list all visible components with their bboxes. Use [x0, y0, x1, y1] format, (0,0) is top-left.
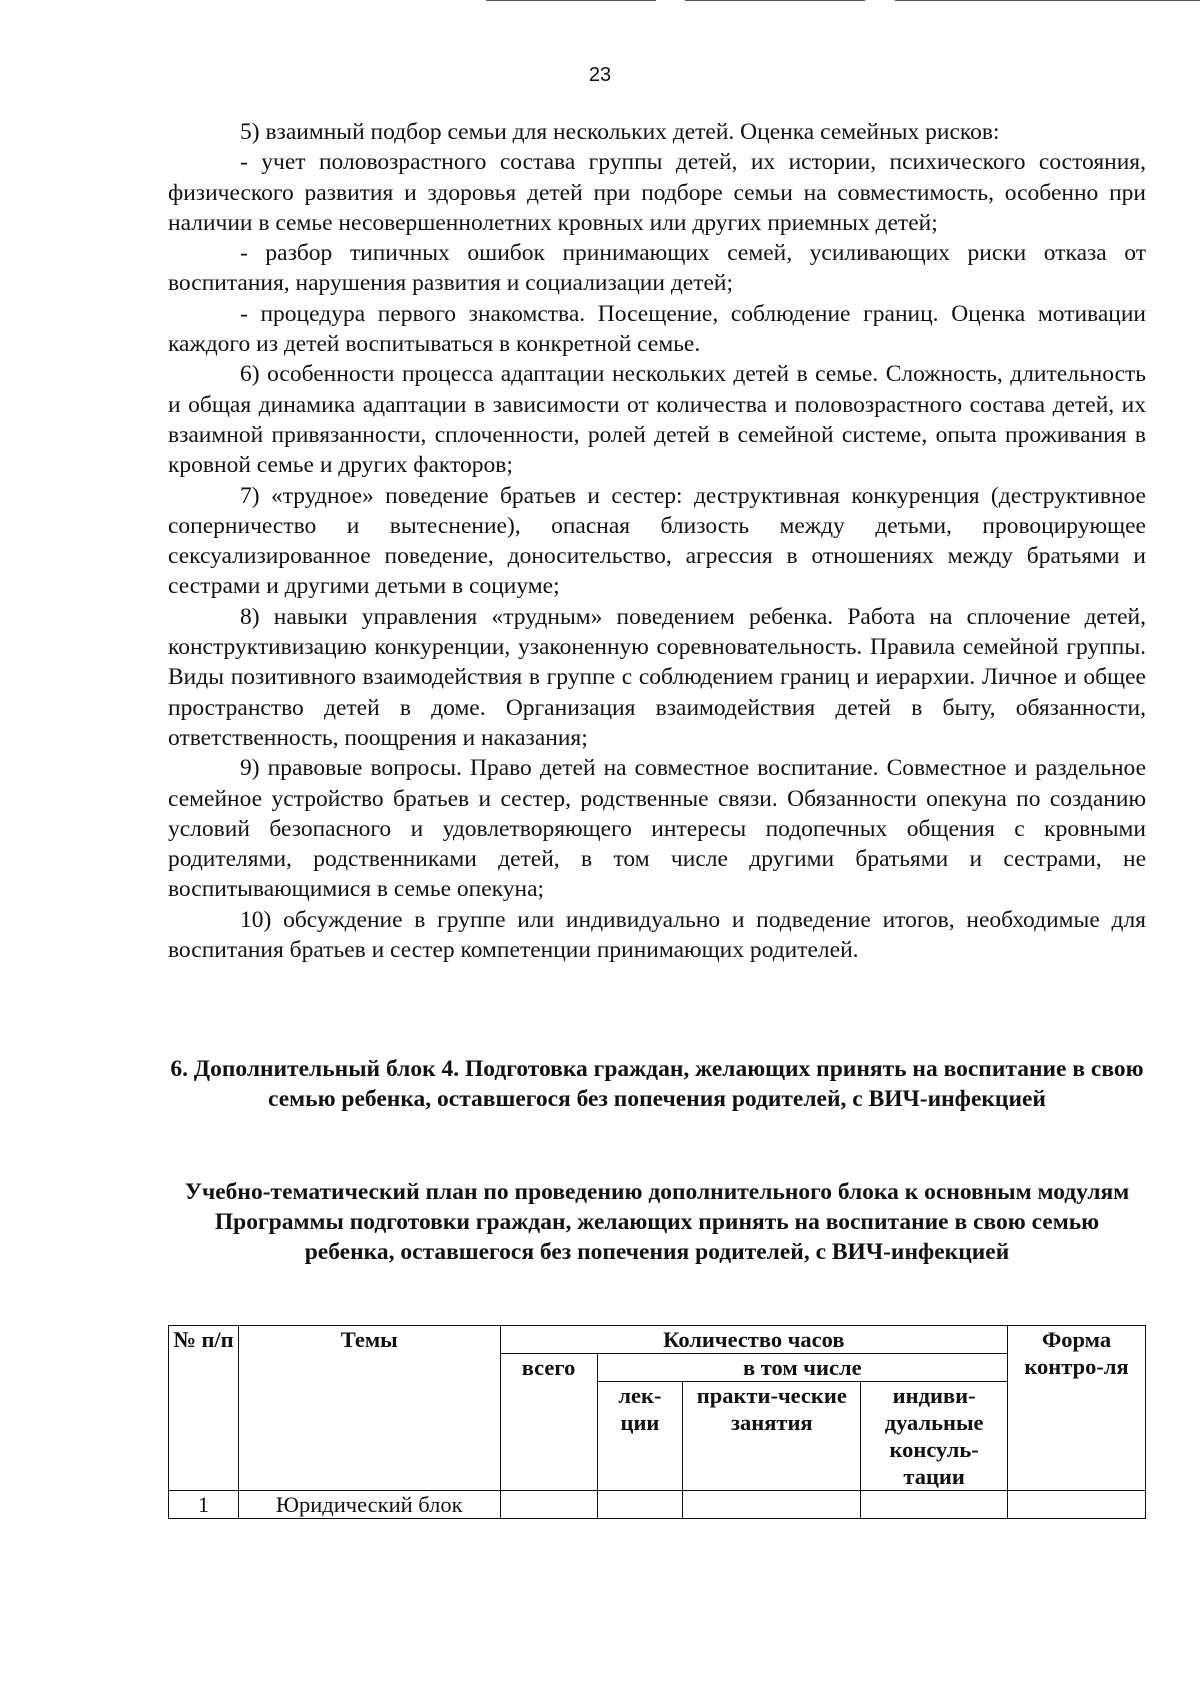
- paragraph: - учет половозрастного состава группы детей, их истории, психического состояния, физического развития и здоровья детей при подборе семьи на совместимость, особенно при наличии в семье несовершеннолетних кровных или других приемных детей;: [168, 149, 1146, 236]
- paragraph: - разбор типичных ошибок принимающих семей, усиливающих риски отказа от воспитания, нарушения развития и социализации детей;: [168, 240, 1146, 297]
- cell-control: [1008, 1491, 1146, 1519]
- paragraph: 9) правовые вопросы. Право детей на совместное воспитание. Совместное и раздельное семейное устройство братьев и сестер, родственные связи. Обязанности опекуна по созданию условий безопасного и удовлетворяющего интересы подопечных общения с кровными родителями, родственниками детей, в том числе другими братьями и сестрами, не воспитывающимися в семье опекуна;: [168, 755, 1146, 903]
- table-header-row: [169, 1326, 1146, 1354]
- section-heading: 6. Дополнительный блок 4. Подготовка граждан, желающих принять на воспитание в свою семью ребенка, оставшегося без попечения родителей, с ВИЧ-инфекцией: [170, 1056, 1144, 1112]
- scan-edge-line: [486, 0, 656, 1]
- cell-lectures: [597, 1491, 683, 1519]
- scan-edge-line: [685, 0, 865, 1]
- header-control: Форма контро-ля: [1008, 1326, 1146, 1491]
- paragraph: 6) особенности процесса адаптации нескольких детей в семье. Сложность, длительность и общая динамика адаптации в зависимости от количества и половозрастного состава детей, их взаимной привязанности, сплоченности, ролей детей в семейной системе, опыта проживания в кровной семье и других факторов;: [168, 361, 1146, 479]
- paragraph: 10) обсуждение в группе или индивидуально и подведение итогов, необходимые для воспитания братьев и сестер компетенции принимающих родителей.: [168, 906, 1146, 964]
- paragraph: 5) взаимный подбор семьи для нескольких детей. Оценка семейных рисков:: [240, 119, 1000, 145]
- cell-practical: [683, 1491, 861, 1519]
- scan-edge-line: [895, 0, 1200, 1]
- body-text: [168, 117, 1146, 965]
- table-row: [169, 1491, 1146, 1519]
- header-lectures: лек-ции: [597, 1382, 683, 1491]
- header-num: № п/п: [169, 1326, 239, 1491]
- header-hours: Количество часов: [500, 1326, 1007, 1354]
- cell-num: 1: [169, 1491, 239, 1519]
- header-practical: практи-ческие занятия: [683, 1382, 861, 1491]
- paragraph: 7) «трудное» поведение братьев и сестер: деструктивная конкуренция (деструктивное соперничество и вытеснение), опасная близость между детьми, провоцирующее сексуализированное поведение, доносительство, агрессия в отношениях между братьями и сестрами и другими детьми в социуме;: [168, 482, 1146, 600]
- plan-heading: Учебно-тематический план по проведению дополнительного блока к основным модулям Программы подготовки граждан, желающих принять на воспитание в свою семью ребенка, оставшегося без попечения родителей, с ВИЧ-инфекцией: [184, 1179, 1130, 1265]
- page-number: 23: [588, 64, 612, 86]
- cell-individual: [861, 1491, 1008, 1519]
- header-individual: индиви-дуальные консуль-тации: [861, 1382, 1008, 1491]
- header-including: в том числе: [597, 1354, 1008, 1382]
- cell-total: [500, 1491, 597, 1519]
- paragraph: - процедура первого знакомства. Посещение, соблюдение границ. Оценка мотивации каждого из детей воспитываться в конкретной семье.: [168, 300, 1146, 358]
- header-topics: Темы: [238, 1326, 500, 1491]
- header-total: всего: [500, 1354, 597, 1491]
- paragraph: 8) навыки управления «трудным» поведением ребенка. Работа на сплочение детей, конструктивизацию конкуренции, узаконенную соревновательность. Правила семейной группы. Виды позитивного взаимодействия в группе с соблюдением границ и иерархии. Личное и общее пространство детей в доме. Организация взаимодействия детей в быту, обязанности, ответственность, поощрения и наказания;: [168, 603, 1146, 751]
- cell-topic: Юридический блок: [238, 1491, 500, 1519]
- study-plan-table: [168, 1325, 1146, 1519]
